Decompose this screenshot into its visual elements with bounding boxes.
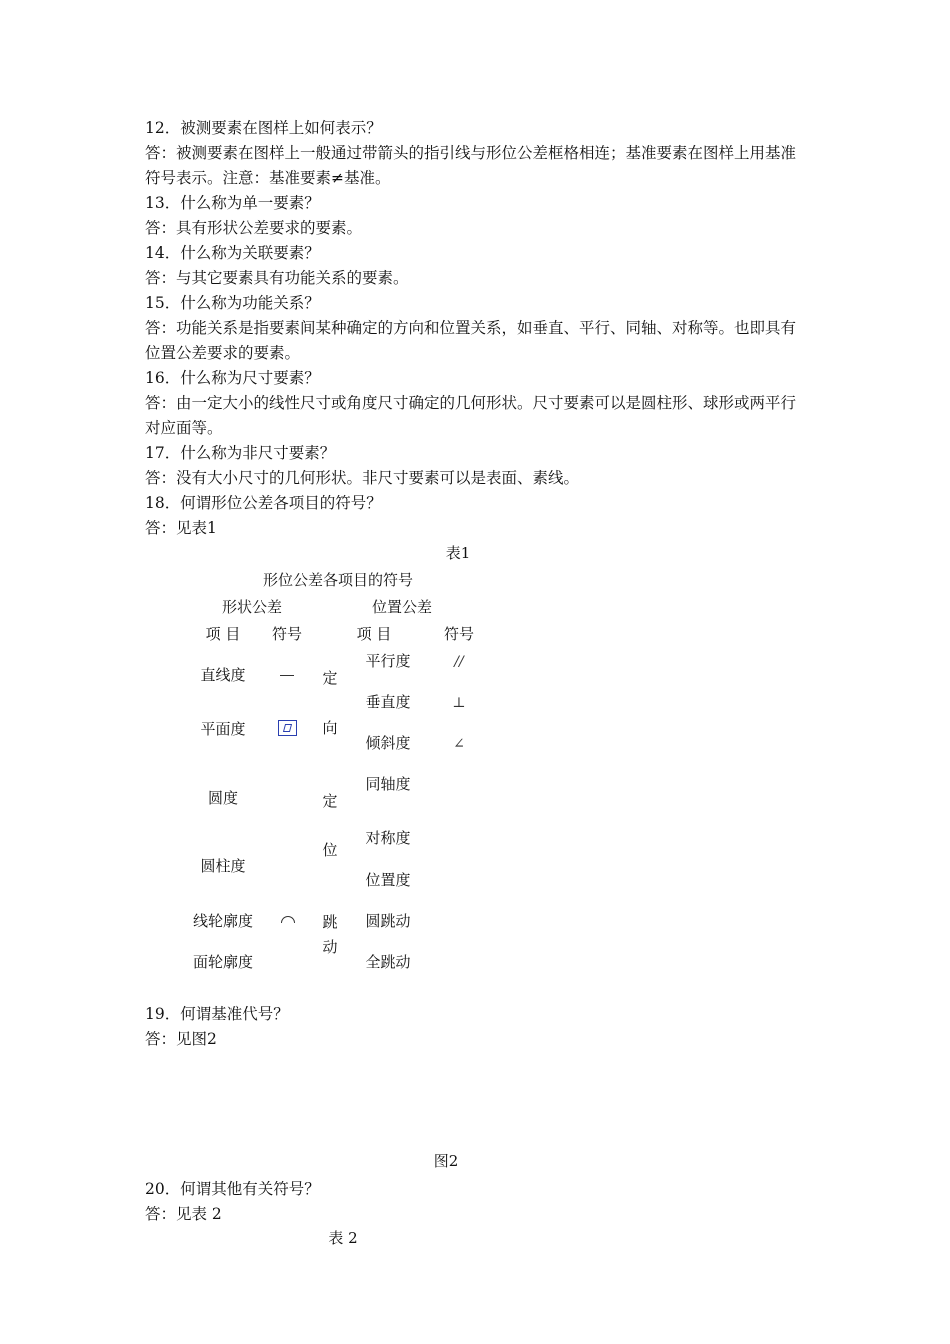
form-tolerance-header: 形状公差	[221, 598, 283, 616]
position-item-total-runout: 全跳动	[365, 953, 411, 971]
question-20: 20．何谓其他有关符号？	[145, 1180, 320, 1198]
position-tolerance-header: 位置公差	[371, 598, 433, 616]
group-char-orientation-1: 定	[322, 669, 338, 687]
position-item-perpendicularity: 垂直度	[365, 693, 411, 711]
question-14: 14．什么称为关联要素？	[145, 244, 320, 262]
angularity-symbol-icon: ∠	[453, 736, 465, 752]
group-char-runout-1: 跳	[322, 913, 338, 931]
form-item-line-profile: 线轮廓度	[192, 912, 254, 930]
question-17: 17．什么称为非尺寸要素？	[145, 444, 336, 462]
position-item-parallelism: 平行度	[365, 652, 411, 670]
answer-12-line1: 答：被测要素在图样上一般通过带箭头的指引线与形位公差框格相连；基准要素在图样上用基准	[145, 144, 797, 162]
answer-18: 答：见表1	[145, 519, 217, 537]
question-15: 15．什么称为功能关系？	[145, 294, 320, 312]
table-1-label: 表1	[445, 544, 471, 562]
form-symbol-column-header: 符号	[271, 625, 303, 643]
position-item-column-header: 项 目	[356, 625, 392, 643]
group-char-orientation-2: 向	[322, 719, 338, 737]
question-12: 12．被测要素在图样上如何表示？	[145, 119, 382, 137]
table-2-label: 表 2	[328, 1229, 358, 1247]
figure-2-label: 图2	[433, 1152, 459, 1170]
form-item-roundness: 圆度	[207, 789, 239, 807]
answer-12-line2: 符号表示。注意：基准要素≠基准。	[145, 169, 391, 187]
question-19: 19．何谓基准代号？	[145, 1005, 289, 1023]
table-1-title: 形位公差各项目的符号	[262, 571, 414, 589]
group-char-location-1: 定	[322, 792, 338, 810]
answer-14: 答：与其它要素具有功能关系的要素。	[145, 269, 409, 287]
group-char-runout-2: 动	[322, 938, 338, 956]
question-13: 13．什么称为单一要素？	[145, 194, 320, 212]
position-item-coaxiality: 同轴度	[365, 775, 411, 793]
position-symbol-column-header: 符号	[443, 625, 475, 643]
parallelism-symbol-icon: //	[454, 654, 464, 670]
form-item-column-header: 项 目	[205, 625, 241, 643]
position-item-symmetry: 对称度	[365, 829, 411, 847]
answer-17: 答：没有大小尺寸的几何形状。非尺寸要素可以是表面、素线。	[145, 469, 580, 487]
position-item-angularity: 倾斜度	[365, 734, 411, 752]
position-item-position: 位置度	[365, 871, 411, 889]
flatness-symbol-icon	[278, 720, 297, 736]
question-16: 16．什么称为尺寸要素？	[145, 369, 320, 387]
answer-20: 答：见表 2	[145, 1205, 222, 1223]
question-18: 18．何谓形位公差各项目的符号？	[145, 494, 382, 512]
form-item-straightness: 直线度	[200, 666, 246, 684]
group-char-location-2: 位	[322, 841, 338, 859]
straightness-symbol-icon	[280, 675, 294, 676]
form-item-surface-profile: 面轮廓度	[192, 953, 254, 971]
line-profile-symbol-icon	[281, 916, 295, 923]
answer-16-line1: 答：由一定大小的线性尺寸或角度尺寸确定的几何形状。尺寸要素可以是圆柱形、球形或两平行	[145, 394, 797, 412]
form-item-cylindricity: 圆柱度	[200, 857, 246, 875]
form-item-flatness: 平面度	[200, 720, 246, 738]
answer-15-line2: 位置公差要求的要素。	[145, 344, 301, 362]
answer-19: 答：见图2	[145, 1030, 217, 1048]
perpendicularity-symbol-icon: ⊥	[452, 695, 466, 711]
answer-13: 答：具有形状公差要求的要素。	[145, 219, 363, 237]
answer-15-line1: 答：功能关系是指要素间某种确定的方向和位置关系，如垂直、平行、同轴、对称等。也即具有	[145, 319, 797, 337]
position-item-circular-runout: 圆跳动	[365, 912, 411, 930]
answer-16-line2: 对应面等。	[145, 419, 223, 437]
